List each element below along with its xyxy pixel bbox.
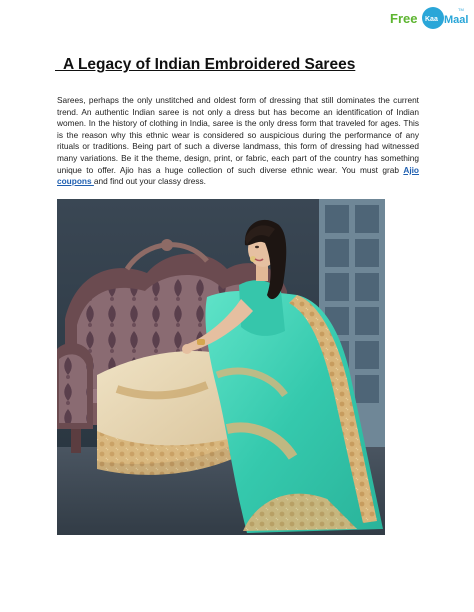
svg-text:Maal: Maal (444, 14, 469, 26)
logo-badge-text: Kaa (425, 16, 438, 23)
freekaamaal-logo[interactable] (388, 4, 469, 32)
logo-tm: TM (458, 7, 464, 12)
saree-model-image (57, 199, 385, 535)
logo-graphic (388, 4, 469, 32)
article-title: A Legacy of Indian Embroidered Sarees (55, 56, 356, 73)
paragraph-text-end: and find out your classy dress. (93, 176, 206, 187)
ajio-coupons-link[interactable]: Ajio coupons (57, 164, 419, 187)
article-paragraph (57, 95, 419, 188)
paragraph-text: Sarees, perhaps the only unstitched and oldest form of dressing that still dominates the current trend. An authentic Indian saree is not only a dress but has become an identification of Indian women. In the history of clothing in India, saree is the only dress form that traveled for ages. This is the reason why this ethnic wear is considered so auspicious during the performance of any rituals or traditions. Being part of such a diverse landmass, this form of dressing had witnessed many variations. Be it the theme, design, print, or fabric, each part of the country has something unique to offer. Ajio has a huge collection of such diverse ethnic wear. You must grab (57, 95, 419, 175)
saree-photo (57, 199, 385, 535)
logo-text-main: Free (390, 11, 418, 26)
